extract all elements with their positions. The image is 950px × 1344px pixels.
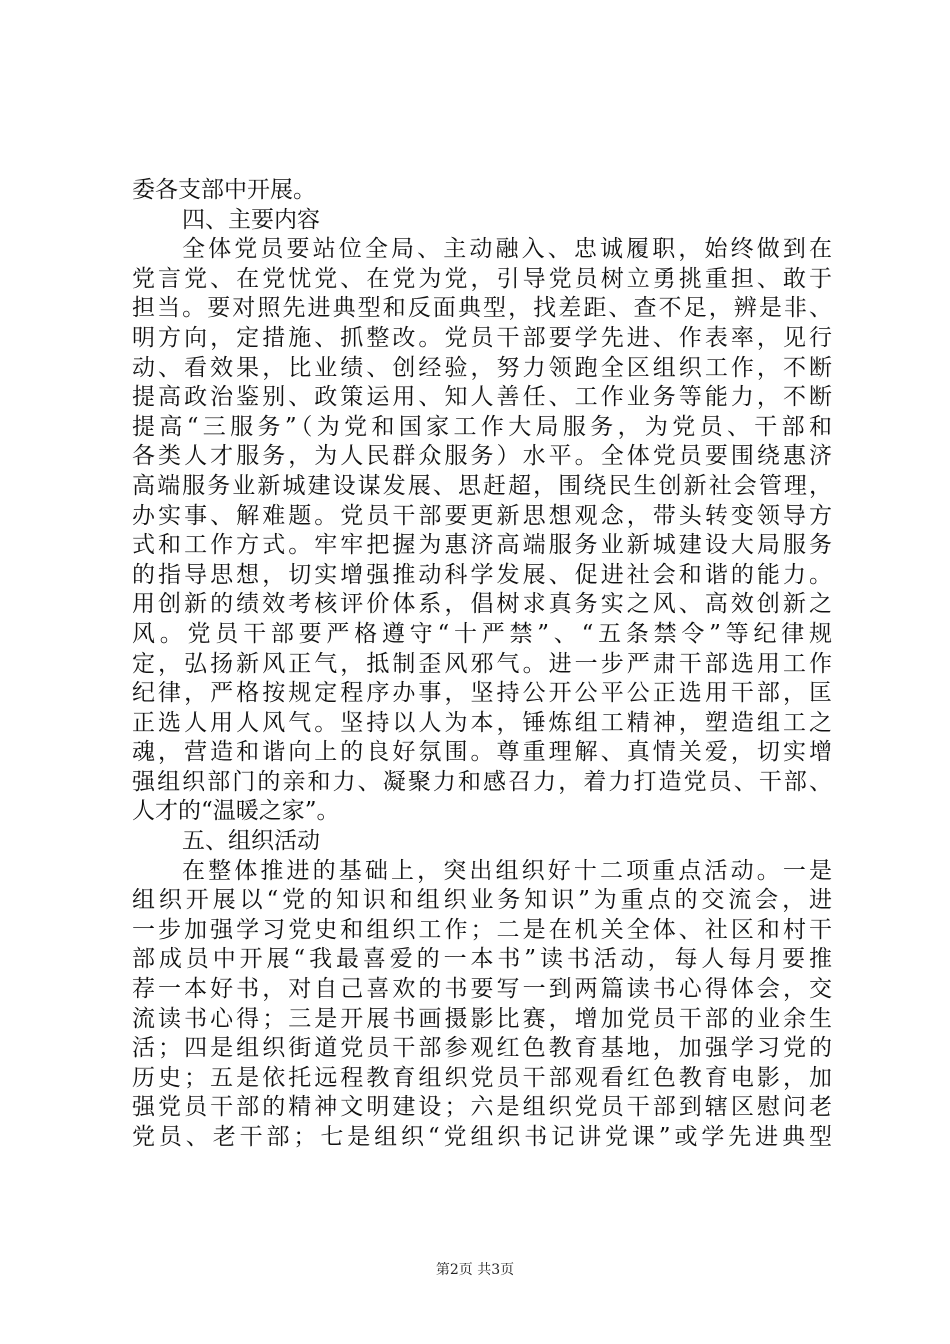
section-heading-activities: 五、组织活动: [182, 828, 320, 855]
text-line: 党言党、在党忧党、在党为党，引导党员树立勇挑重担、敢于: [132, 265, 832, 292]
text-line: 办实事、解难题。党员干部要更新思想观念，带头转变领导方: [132, 502, 832, 529]
text-line: 各类人才服务，为人民群众服务）水平。全体党员要围绕惠济: [132, 443, 832, 470]
text-line: 提高“三服务”（为党和国家工作大局服务，为党员、干部和: [132, 413, 832, 440]
text-line: 在整体推进的基础上，突出组织好十二项重点活动。一是: [182, 857, 832, 884]
text-line: 担当。要对照先进典型和反面典型，找差距、查不足，辨是非、: [132, 295, 832, 322]
text-line: 纪律，严格按规定程序办事，坚持公开公平公正选用干部，匡: [132, 680, 832, 707]
text-line: 式和工作方式。牢牢把握为惠济高端服务业新城建设大局服务: [132, 532, 832, 559]
text-line: 流读书心得；三是开展书画摄影比赛，增加党员干部的业余生: [132, 1005, 832, 1032]
text-line: 定，弘扬新风正气，抵制歪风邪气。进一步严肃干部选用工作: [132, 650, 832, 677]
page-number-footer: 第2页 共3页: [435, 1262, 515, 1278]
text-line: 强党员干部的精神文明建设；六是组织党员干部到辖区慰问老: [132, 1094, 832, 1121]
text-line: 动、看效果，比业绩、创经验，努力领跑全区组织工作，不断: [132, 354, 832, 381]
text-line: 全体党员要站位全局、主动融入、忠诚履职，始终做到在: [182, 236, 832, 263]
text-line: 用创新的绩效考核评价体系，倡树求真务实之风、高效创新之: [132, 591, 832, 618]
text-line: 风。党员干部要严格遵守“十严禁”、“五条禁令”等纪律规: [132, 620, 832, 647]
document-body: [132, 176, 832, 1153]
section-heading-main-content: 四、主要内容: [182, 206, 320, 233]
text-line: 明方向，定措施、抓整改。党员干部要学先进、作表率，见行: [132, 324, 832, 351]
text-line: 提高政治鉴别、政策运用、知人善任、工作业务等能力，不断: [132, 384, 832, 411]
text-line: 委各支部中开展。: [132, 177, 316, 203]
text-line: 的指导思想，切实增强推动科学发展、促进社会和谐的能力。: [132, 561, 832, 588]
text-line: 历史；五是依托远程教育组织党员干部观看红色教育电影，加: [132, 1064, 832, 1091]
text-line: 高端服务业新城建设谋发展、思赶超，围绕民生创新社会管理，: [132, 472, 832, 499]
text-line: 活；四是组织街道党员干部参观红色教育基地，加强学习党的: [132, 1035, 832, 1062]
text-line: 魂，营造和谐向上的良好氛围。尊重理解、真情关爱，切实增: [132, 739, 832, 766]
text-line: 正选人用人风气。坚持以人为本，锤炼组工精神，塑造组工之: [132, 709, 832, 736]
text-line: 荐一本好书，对自己喜欢的书要写一到两篇读书心得体会，交: [132, 976, 832, 1003]
text-line: 部成员中开展“我最喜爱的一本书”读书活动，每人每月要推: [132, 946, 832, 973]
text-line: 组织开展以“党的知识和组织业务知识”为重点的交流会，进: [132, 887, 832, 914]
text-line: 党员、老干部；七是组织“党组织书记讲党课”或学先进典型: [132, 1124, 832, 1150]
text-line: 一步加强学习党史和组织工作；二是在机关全体、社区和村干: [132, 916, 832, 943]
text-line: 人才的“温暖之家”。: [132, 798, 340, 825]
text-line: 强组织部门的亲和力、凝聚力和感召力，着力打造党员、干部、: [132, 768, 832, 795]
